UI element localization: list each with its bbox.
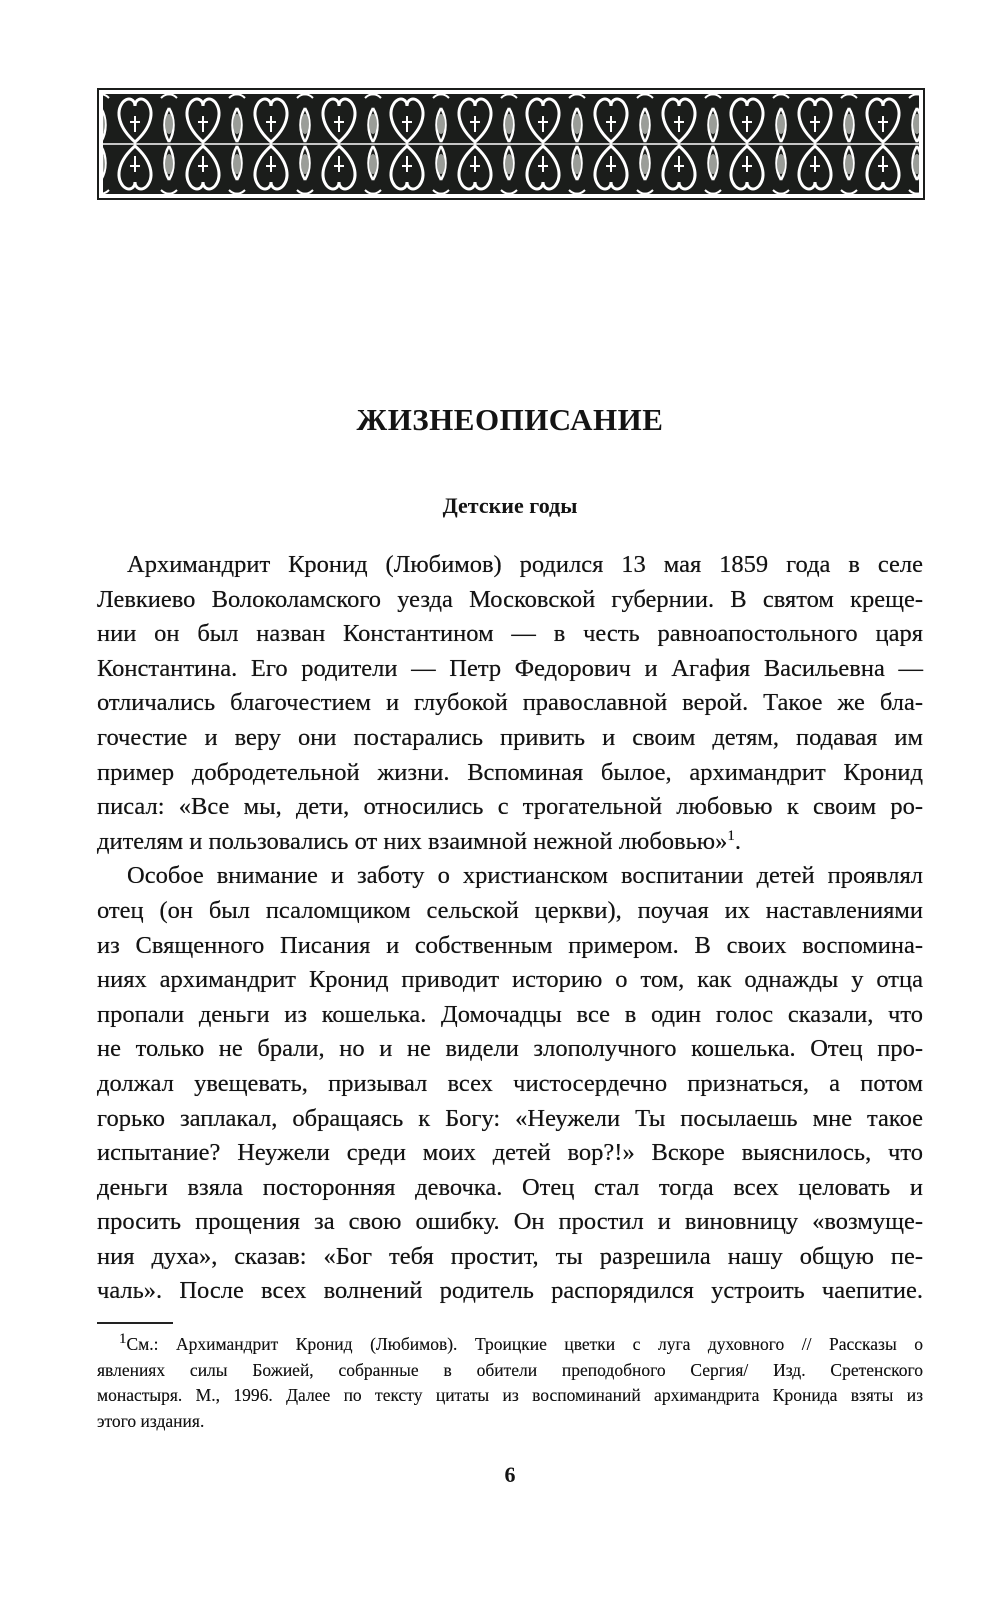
footnote-line: этого издания. [97, 1410, 205, 1431]
ornament-header-band [97, 88, 925, 200]
footnote-divider [97, 1322, 173, 1324]
text-line: Константина. Его родители — Петр Федорович и Агафия Васильевна — [97, 654, 923, 682]
text-line: писал: «Все мы, дети, относились с трогательной любовью к своим ро- [97, 793, 923, 821]
paragraph [97, 859, 923, 1309]
page-number: 6 [504, 1462, 516, 1487]
text-line: не только не брали, но и не видели злополучного кошелька. Отец про- [97, 1035, 923, 1063]
text-line: отличались благочестием и глубокой православной верой. Такое же бла- [97, 689, 923, 717]
footnote-line: монастыря. М., 1996. Далее по тексту цитаты из воспоминаний архимандрита Кронида взяты из [97, 1385, 923, 1405]
text-line: пропали деньги из кошелька. Домочадцы все в один голос сказали, что [97, 1000, 923, 1028]
text-line: испытание? Неужели среди моих детей вор?!» Вскоре выяснилось, что [97, 1139, 923, 1167]
text-line: ния духа», сказав: «Бог тебя простит, ты разрешила нашу общую пе- [97, 1242, 923, 1270]
text-line: Архимандрит Кронид (Любимов) родился 13 мая 1859 года в селе [127, 551, 923, 578]
chapter-title: ЖИЗНЕОПИСАНИЕ [356, 402, 664, 437]
text-line: горько заплакал, обращаясь к Богу: «Неужели Ты посылаешь мне такое [97, 1104, 923, 1132]
text-line: из Священного Писания и собственным примером. В своих воспомина- [97, 931, 923, 959]
section-subtitle: Детские годы [442, 493, 578, 518]
text-line: нии он был назван Константином — в честь равноапостольного царя [97, 620, 923, 648]
text-line: гочестие и веру они постарались привить и своим детям, подавая им [97, 723, 923, 751]
footnote-reference[interactable]: 1 [727, 827, 735, 844]
text-line: должал увещевать, призывал всех чистосердечно признаться, а потом [97, 1069, 923, 1097]
text-line: Особое внимание и заботу о христианском воспитании детей проявлял [127, 862, 923, 890]
footnote-line: явлениях силы Божией, собранные в обители преподобного Сергия/ Изд. Сретенского [97, 1359, 923, 1380]
footnote [97, 1332, 923, 1434]
paragraph [97, 548, 923, 859]
text-line: пример добродетельной жизни. Вспоминая былое, архимандрит Кронид [97, 758, 923, 786]
text-line: просить прощения за свою ошибку. Он простил и виновницу «возмуще- [97, 1208, 923, 1236]
text-line: отец (он был псаломщиком сельской церкви), поучая их наставлениями [97, 896, 923, 924]
body-text [97, 548, 923, 1309]
text-line: чаль». После всех волнений родитель распорядился устроить чаепитие. [97, 1277, 923, 1305]
footnote-line: $^1$См.: Архимандрит Кронид (Любимов). Троицкие цветки с луга духовного // Рассказы о [119, 1331, 923, 1354]
footnote-mark: 1 [119, 1331, 127, 1348]
text-line: ниях архимандрит Кронид приводит историю о том, как однажды у отца [97, 966, 923, 994]
text-line: Левкиево Волоколамского уезда Московской губернии. В святом креще- [97, 585, 923, 613]
text-line: дителям и пользовались от них взаимной нежной любовью»$^1$. [97, 827, 741, 855]
text-line: деньги взяла посторонняя девочка. Отец стал тогда всех целовать и [97, 1173, 923, 1201]
